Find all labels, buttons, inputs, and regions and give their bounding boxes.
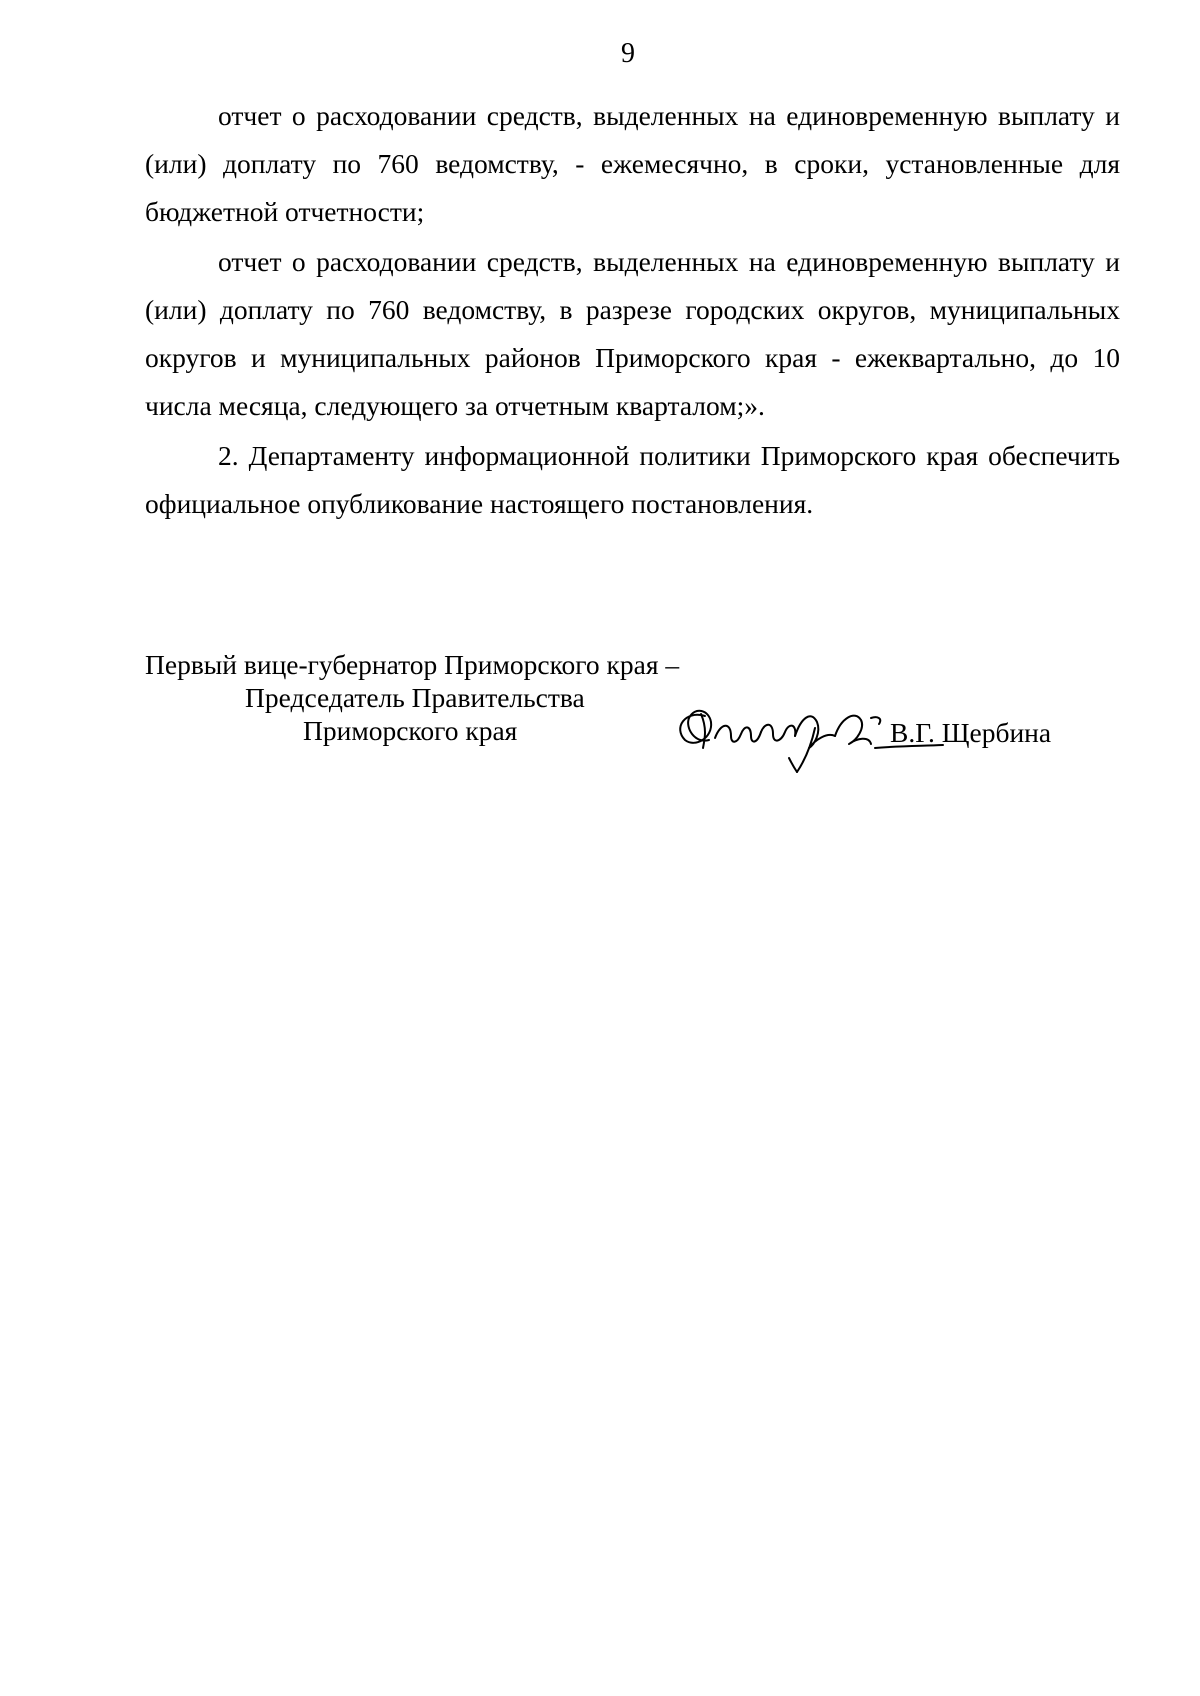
signature-block: [145, 648, 1125, 758]
signatory-name: В.Г. Щербина: [890, 717, 1052, 748]
page-number: 9: [621, 38, 635, 69]
signatory-title-line-1: Первый вице-губернатор Приморского края –: [145, 649, 680, 680]
document-body: [145, 92, 1120, 530]
signatory-title-line-3: Приморского края: [303, 715, 518, 746]
paragraph-quarterly-report: отчет о расходовании средств, выделенных на единовременную выплату и (или) доплату по 760 ведомству, в разрезе городских округов, муниципальных округов и муниципальных районов Приморского края - ежеквартально, до 10 числа месяца, следующего за отчетным кварталом;».: [145, 246, 1120, 421]
paragraph-monthly-report: отчет о расходовании средств, выделенных на единовременную выплату и (или) доплату по 760 ведомству, - ежемесячно, в сроки, установленные для бюджетной отчетности;: [145, 100, 1120, 227]
signatory-title-line-2: Председатель Правительства: [245, 682, 585, 713]
paragraph-publication-order: 2. Департаменту информационной политики Приморского края обеспечить официальное опубликование настоящего постановления.: [145, 440, 1120, 519]
